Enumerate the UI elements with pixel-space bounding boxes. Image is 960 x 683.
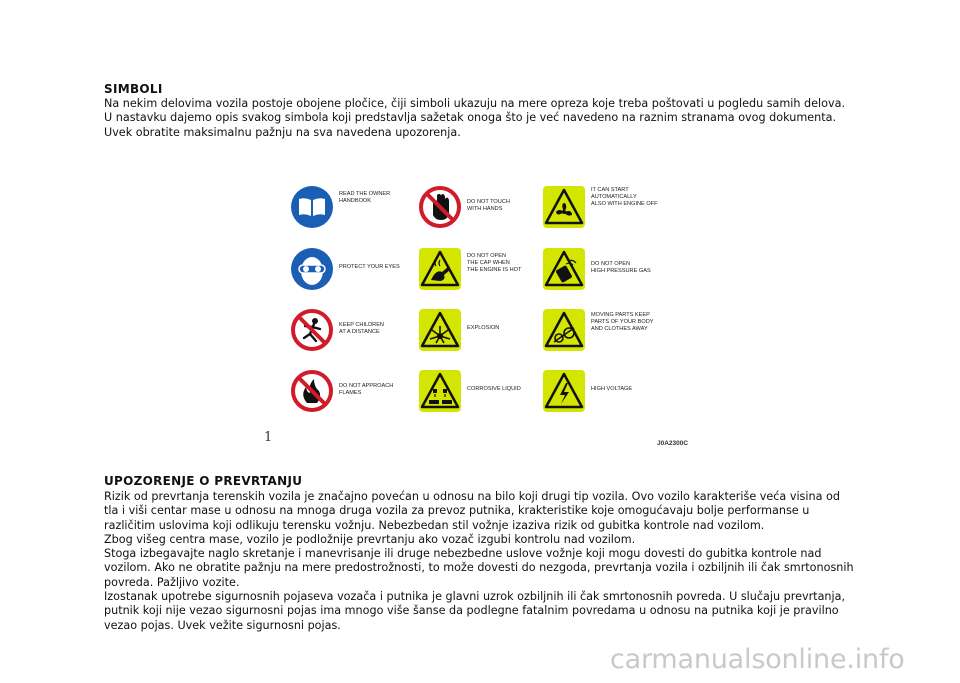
watermark: carmanualsonline.info [610,644,905,675]
corrosive-icon [418,369,462,413]
symbols-intro-paragraph [104,97,856,140]
symbol-label: MOVING PARTS KEEP PARTS OF YOUR BODY AND CLOTHES AWAY [591,312,654,332]
symbol-label: KEEP CHILDREN AT A DISTANCE [339,322,384,335]
symbol-label: DO NOT OPEN HIGH PRESSURE GAS [591,261,651,274]
symbol-keep-children-away [290,308,410,358]
goggles-icon [290,247,334,291]
rollover-text [104,490,856,633]
symbol-label: PROTECT YOUR EYES [339,264,400,270]
warning-symbols-figure [270,172,700,454]
symbol-label: DO NOT APPROACH FLAMES [339,383,394,396]
hot-cap-icon [418,247,462,291]
symbol-no-flames [290,369,410,419]
symbol-label: HIGH VOLTAGE [591,386,633,392]
symbol-hot-cap [418,247,538,297]
symbol-label: DO NOT OPEN THE CAP WHEN THE ENGINE IS HOT [467,253,522,273]
moving-parts-icon [542,308,586,352]
paragraph-text: Na nekim delovima vozila postoje obojene pločice, čiji simboli ukazuju na mere opreza koje treba poštovati u pogledu samih delova. U nastavku dajemo opis svakog simbola koji predstavlja sažetak onoga što je već navedeno na raznim stranama ovog dokumenta. Uvek obratite maksimalnu pažnju na sva navedena upozorenja. [104,97,846,139]
section-title-symbols: SIMBOLI [104,82,163,96]
explosion-icon [418,308,462,352]
symbol-label: EXPLOSION [467,325,500,331]
symbol-high-pressure-gas [542,247,662,297]
no-flames-icon [290,369,334,413]
symbol-auto-start [542,185,662,235]
symbol-corrosive [418,369,538,419]
symbol-do-not-touch [418,185,538,235]
pressure-gas-icon [542,247,586,291]
high-voltage-icon [542,369,586,413]
book-icon [290,185,334,229]
figure-number: 1 [264,430,273,445]
symbol-label: CORROSIVE LIQUID [467,386,521,392]
rollover-paragraph-2: Zbog višeg centra mase, vozilo je podložnije prevrtanju ako vozač izgubi kontrolu nad vozilom. [104,532,636,546]
rollover-paragraph-4: Izostanak upotrebe sigurnosnih pojaseva vozača i putnika je glavni uzrok ozbiljnih ili čak smrtonosnih povreda. U slučaju prevrtanja, putnik koji nije vezao sigurnosni pojas ima mnogo više šanse da podlegne fatalnim povredama u odnosu na putnika koji je pravilno vezao pojas. Uvek vežite sigurnosni pojas. [104,590,846,632]
rollover-paragraph-1: Rizik od prevrtanja terenskih vozila je značajno povećan u odnosu na bilo koji drugi tip vozila. Ovo vozilo karakteriše veća visina od tla i viši centar mase u odnosu na mnoga druga vozila za prevoz putnika, krakteristike koje omogućavaju bolje performanse u različitim uslovima koji odlikuju terensku vožnju. Nebezbedan stil vožnje izaziva rizik od gubitka kontrole nad vozilom. [104,490,840,532]
symbol-explosion [418,308,538,358]
symbol-high-voltage [542,369,662,419]
symbol-label: READ THE OWNER HANDBOOK [339,191,391,204]
symbol-label: IT CAN START AUTOMATICALLY ALSO WITH ENGINE OFF [591,187,658,207]
no-children-icon [290,308,334,352]
figure-code: J0A2300C [657,440,689,447]
symbol-moving-parts [542,308,662,358]
symbol-label: DO NOT TOUCH WITH HANDS [467,199,510,212]
symbol-protect-eyes [290,247,410,297]
section-title-rollover: UPOZORENJE O PREVRTANJU [104,474,303,488]
symbol-read-handbook [290,185,410,235]
rollover-paragraph-3: Stoga izbegavajte naglo skretanje i manevrisanje ili druge nebezbedne uslove vožnje koji mogu dovesti do gubitka kontrole nad vozilom. Ako ne obratite pažnju na mere predostrožnosti, to može dovesti do nezgoda, prevrtanja vozila i ozbiljnih ili čak smrtonosnih povreda. Pažljivo vozite. [104,547,854,589]
fan-icon [542,185,586,229]
no-touch-hand-icon [418,185,462,229]
